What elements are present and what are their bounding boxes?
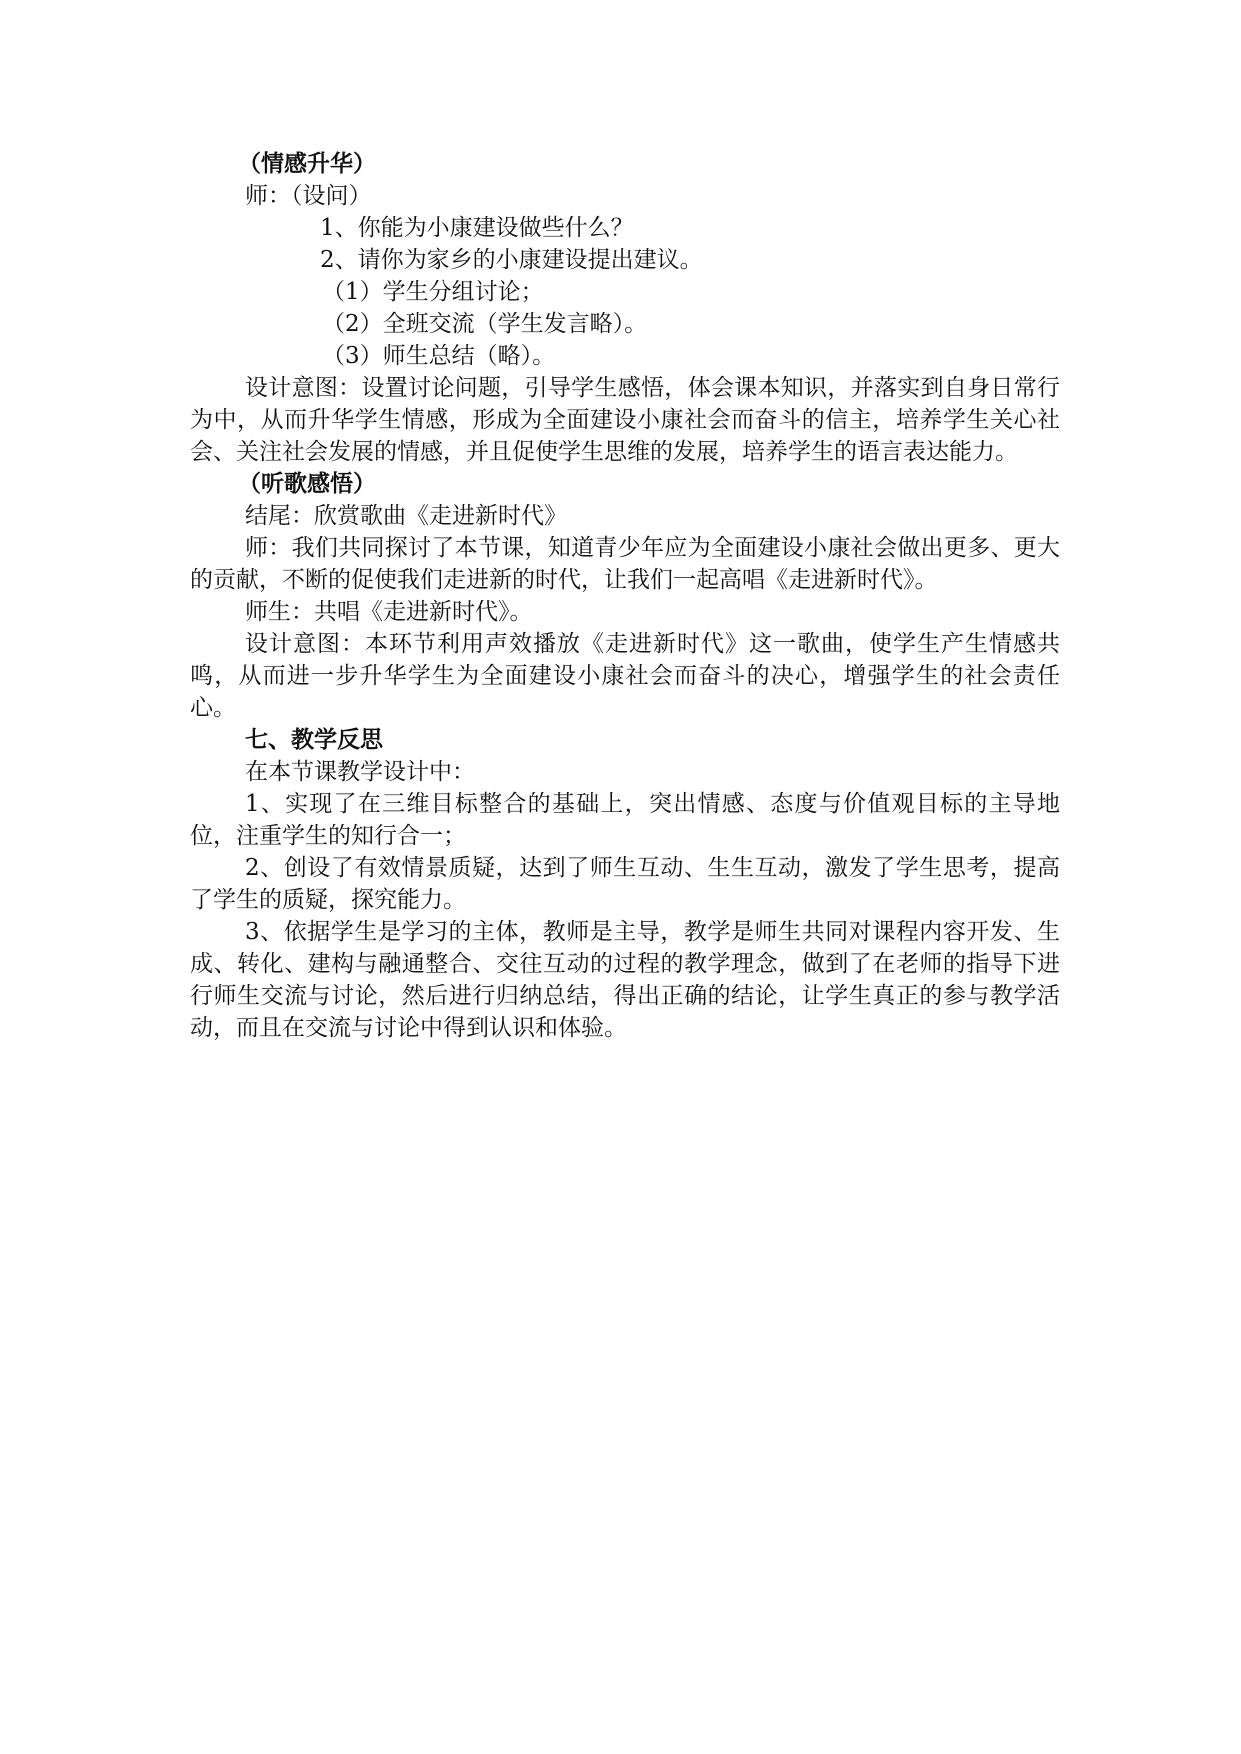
question-item: 2、请你为家乡的小康建设提出建议。 <box>320 247 703 273</box>
heading-listen-song: （听歌感悟） <box>238 470 376 497</box>
reflection-point: 3、依据学生是学习的主体，教师是主导，教学是师生共同对课程内容开发、生成、转化、建构与融通整合、交往互动的过程的教学理念，做到了在老师的指导下进行师生交流与讨论，然后进行归纳总结，得出正确的结论，让学生真正的参与教学活动，而且在交流与讨论中得到认识和体验。 <box>190 919 1060 1041</box>
document-body <box>190 148 1060 1044</box>
reflection-point: 2、创设了有效情景质疑，达到了师生互动、生生互动，激发了学生思考，提高了学生的质疑，探究能力。 <box>190 855 1060 913</box>
heading-emotion-sublimation: （情感升华） <box>238 150 376 177</box>
reflection-point: 1、实现了在三维目标整合的基础上，突出情感、态度与价值观目标的主导地位，注重学生的知行合一； <box>190 791 1060 849</box>
step-item: （2）全班交流（学生发言略）。 <box>322 311 648 337</box>
question-item: 1、你能为小康建设做些什么？ <box>320 215 634 241</box>
reflection-intro: 在本节课教学设计中： <box>245 759 475 785</box>
design-intent-paragraph: 设计意图：本环节利用声效播放《走进新时代》这一歌曲，使学生产生情感共鸣，从而进一步升华学生为全面建设小康社会而奋斗的决心，增强学生的社会责任心。 <box>190 631 1060 721</box>
ending-line: 结尾：欣赏歌曲《走进新时代》 <box>245 503 567 529</box>
heading-teaching-reflection: 七、教学反思 <box>245 726 383 753</box>
step-item: （3）师生总结（略）。 <box>322 343 556 369</box>
step-item: （1）学生分组讨论； <box>322 279 544 305</box>
design-intent-paragraph: 设计意图：设置讨论问题，引导学生感悟，体会课本知识，并落实到自身日常行为中，从而升华学生情感，形成为全面建设小康社会而奋斗的信主，培养学生关心社会、关注社会发展的情感，并且促使学生思维的发展，培养学生的语言表达能力。 <box>190 375 1060 465</box>
teacher-question-line: 师：（设问） <box>245 183 372 209</box>
sing-together-line: 师生：共唱《走进新时代》。 <box>245 599 533 625</box>
teacher-speech-paragraph: 师：我们共同探讨了本节课，知道青少年应为全面建设小康社会做出更多、更大的贡献，不断的促使我们走进新的时代，让我们一起高唱《走进新时代》。 <box>190 535 1060 593</box>
